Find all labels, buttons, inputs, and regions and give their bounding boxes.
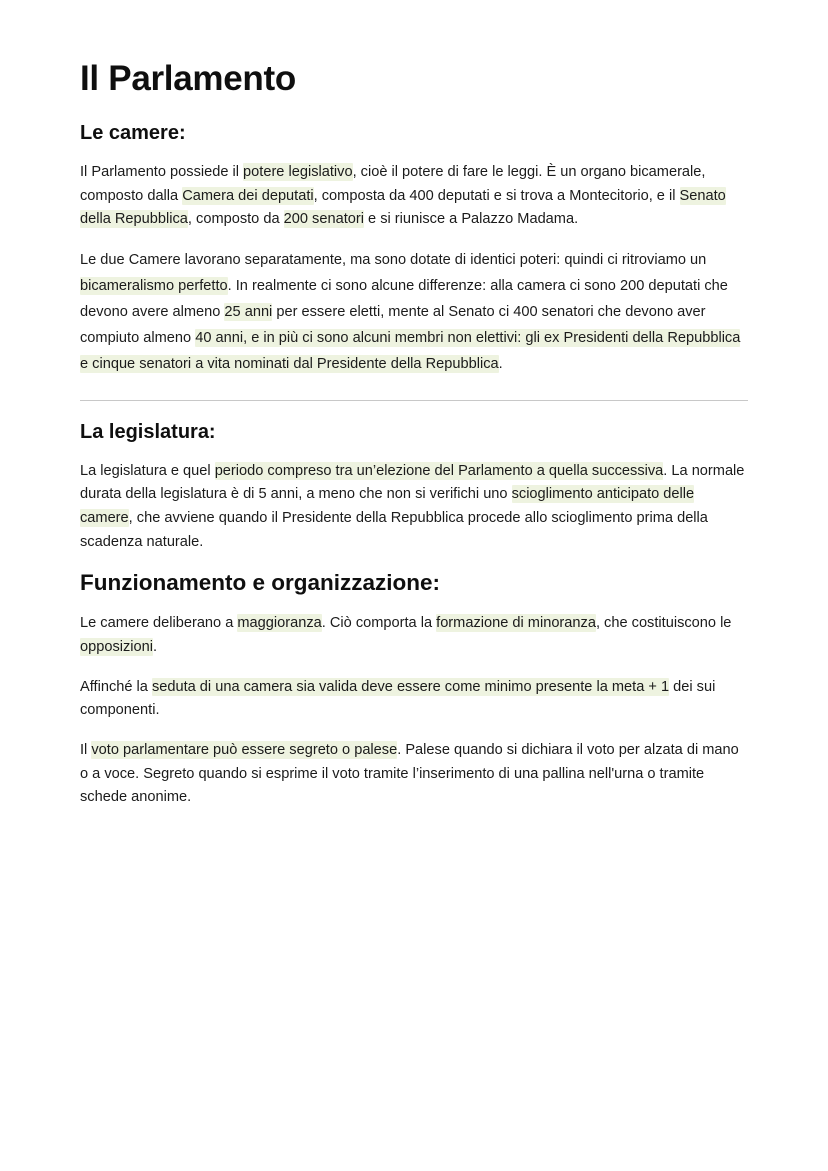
text-run: . [153,638,158,655]
highlighted-text: 25 anni [224,303,273,320]
highlighted-text: opposizioni [80,638,154,655]
document-section [80,122,748,378]
highlighted-text: potere legislativo [243,164,353,180]
text-run: Affinché la [80,678,152,695]
text-run: e si riunisce a Palazzo Madama. [363,211,579,228]
text-run: . Palese quando si dichiara il voto per alzata di mano o a voce. Segreto quando si esprime il voto tramite l’inserimento di una pallina nell'urna o tramite schede anonime. [80,741,739,806]
text-run: Le camere deliberano a [80,615,238,632]
section-heading: Funzionamento e organizzazione: [80,570,441,596]
highlighted-text: Senato della Repubblica [80,187,726,228]
section-divider [80,400,748,401]
document-body [80,122,748,810]
section-heading: La legislatura: [80,420,216,443]
highlighted-text: 200 senatori [283,211,364,228]
highlighted-text: bicameralismo perfetto [80,277,228,294]
text-run: La legislatura e quel [80,462,215,479]
text-run: dei sui componenti. [80,678,716,719]
highlighted-text: periodo compreso tra un’elezione del Parlamento a quella successiva [214,462,664,479]
text-run: , composto da [187,211,284,228]
text-run: Il [80,741,92,758]
document-section [80,421,748,555]
text-run: , che avviene quando il Presidente della Repubblica procede allo scioglimento prima della scadenza naturale. [80,510,708,550]
paragraph [80,676,748,723]
text-run: . In realmente ci sono alcune differenze: alla camera ci sono 200 deputati che devono avere almeno [80,277,728,320]
text-run: . La normale durata della legislatura è di 5 anni, a meno che non si verifichi uno [80,462,745,503]
highlighted-text: 40 anni, e in più ci sono alcuni membri non elettivi: gli ex Presidenti della Repubblica e cinque senatori a vita nominati dal Presidente della Repubblica [80,329,741,372]
text-run: Le due Camere lavorano separatamente, ma sono dotate di identici poteri: quindi ci ritroviamo un [80,251,707,268]
paragraph [80,460,748,555]
highlighted-text: Camera dei deputati [182,187,314,204]
text-run: . [498,355,503,372]
page-title: Il Parlamento [80,59,296,98]
paragraph [80,612,748,659]
highlighted-text: formazione di minoranza [436,615,596,632]
paragraph [80,248,748,378]
text-run: , cioè il potere di fare le leggi. È un organo bicamerale, composto dalla [80,164,706,204]
text-run: Il Parlamento possiede il [80,164,244,180]
document-section [80,570,748,809]
text-run: per essere eletti, mente al Senato ci 400 senatori che devono aver compiuto almeno [80,303,706,346]
section-heading: Le camere: [80,122,186,144]
paragraph [80,739,748,810]
highlighted-text: seduta di una camera sia valida deve essere come minimo presente la meta + 1 [151,678,670,695]
text-run: . Ciò comporta la [321,615,437,632]
highlighted-text: voto parlamentare può essere segreto o palese [91,741,398,758]
paragraph [80,161,748,232]
text-run: , che costituiscono le [595,615,732,632]
text-run: , composta da 400 deputati e si trova a Montecitorio, e il [313,187,680,204]
highlighted-text: scioglimento anticipato delle camere [80,486,695,527]
highlighted-text: maggioranza [237,615,322,632]
